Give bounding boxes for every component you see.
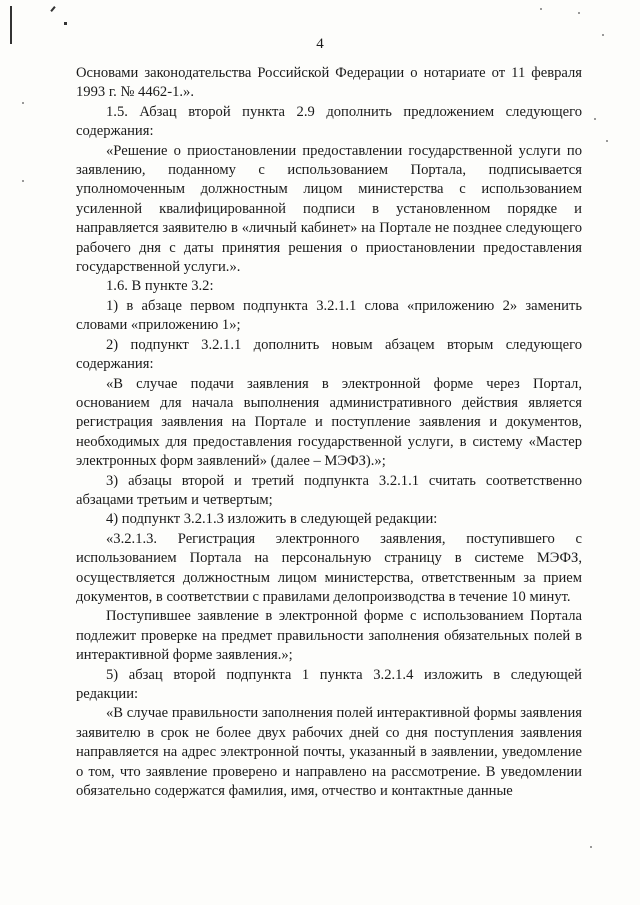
paragraph: 3) абзацы второй и третий подпункта 3.2.1.1 считать соответственно абзацами третьим и четвертым; [76,472,582,508]
paragraph: Поступившее заявление в электронной форме с использованием Портала подлежит проверке на предмет правильности заполнения обязательных полей в интерактивной форме заявления.»; [76,608,582,664]
scan-speck [22,180,24,182]
paragraph: 1) в абзаце первом подпункта 3.2.1.1 слова «приложению 2» заменить словами «приложению 1»; [76,297,582,334]
scan-speck [594,118,596,120]
scan-speck [22,102,24,104]
paragraph: «В случае подачи заявления в электронной форме через Портал, основанием для начала выполнения административного действия является регистрация заявления на Портале и поступление заявления и документов, необходимых для предоставления государственной услуги, в систему «Мастер электронных форм заявлений» (далее – МЭФЗ).»; [76,375,582,470]
scan-mark [50,6,55,12]
page-number: 4 [316,36,324,52]
scan-speck [540,8,542,10]
paragraph: 5) абзац второй подпункта 1 пункта 3.2.1.4 изложить в следующей редакции: [76,666,582,702]
paragraph: 4) подпункт 3.2.1.3 изложить в следующей редакции: [106,511,438,528]
paragraph: 1.6. В пункте 3.2: [106,278,214,295]
scan-speck [606,140,608,142]
document-body [76,64,582,801]
paragraph: Основами законодательства Российской Федерации о нотариате от 11 февраля 1993 г. № 4462-1.». [76,65,582,101]
scan-mark [64,22,67,25]
paragraph: «В случае правильности заполнения полей интерактивной формы заявления заявителю в срок не более двух рабочих дней со дня поступления заявления направляется на адрес электронной почты, указанный в заявлении, уведомление о том, что заявление проверено и направлено на рассмотрение. В уведомлении обязательно содержатся фамилия, имя, отчество и контактные данные [76,705,582,800]
paragraph: 2) подпункт 3.2.1.1 дополнить новым абзацем вторым следующего содержания: [76,336,582,373]
scan-speck [590,846,592,848]
scan-speck [578,12,580,14]
paragraph: 1.5. Абзац второй пункта 2.9 дополнить предложением следующего содержания: [76,103,582,140]
paragraph: «3.2.1.3. Регистрация электронного заявления, поступившего с использованием Портала на персональную страницу в системе МЭФЗ, осуществляется должностным лицом министерства, ответственным за прием документов, в соответствии с правилами делопроизводства в течение 10 минут. [76,530,582,605]
paragraph: «Решение о приостановлении предоставлении государственной услуги по заявлению, поданному с использованием Портала, подписывается уполномоченным должностным лицом министерства с использованием усиленной квалифицированной подписи в установленном порядке и направляется заявителю в «личный кабинет» на Портале не позднее следующего рабочего дня с даты принятия решения о приостановлении предоставления государственной услуги.». [76,142,582,276]
